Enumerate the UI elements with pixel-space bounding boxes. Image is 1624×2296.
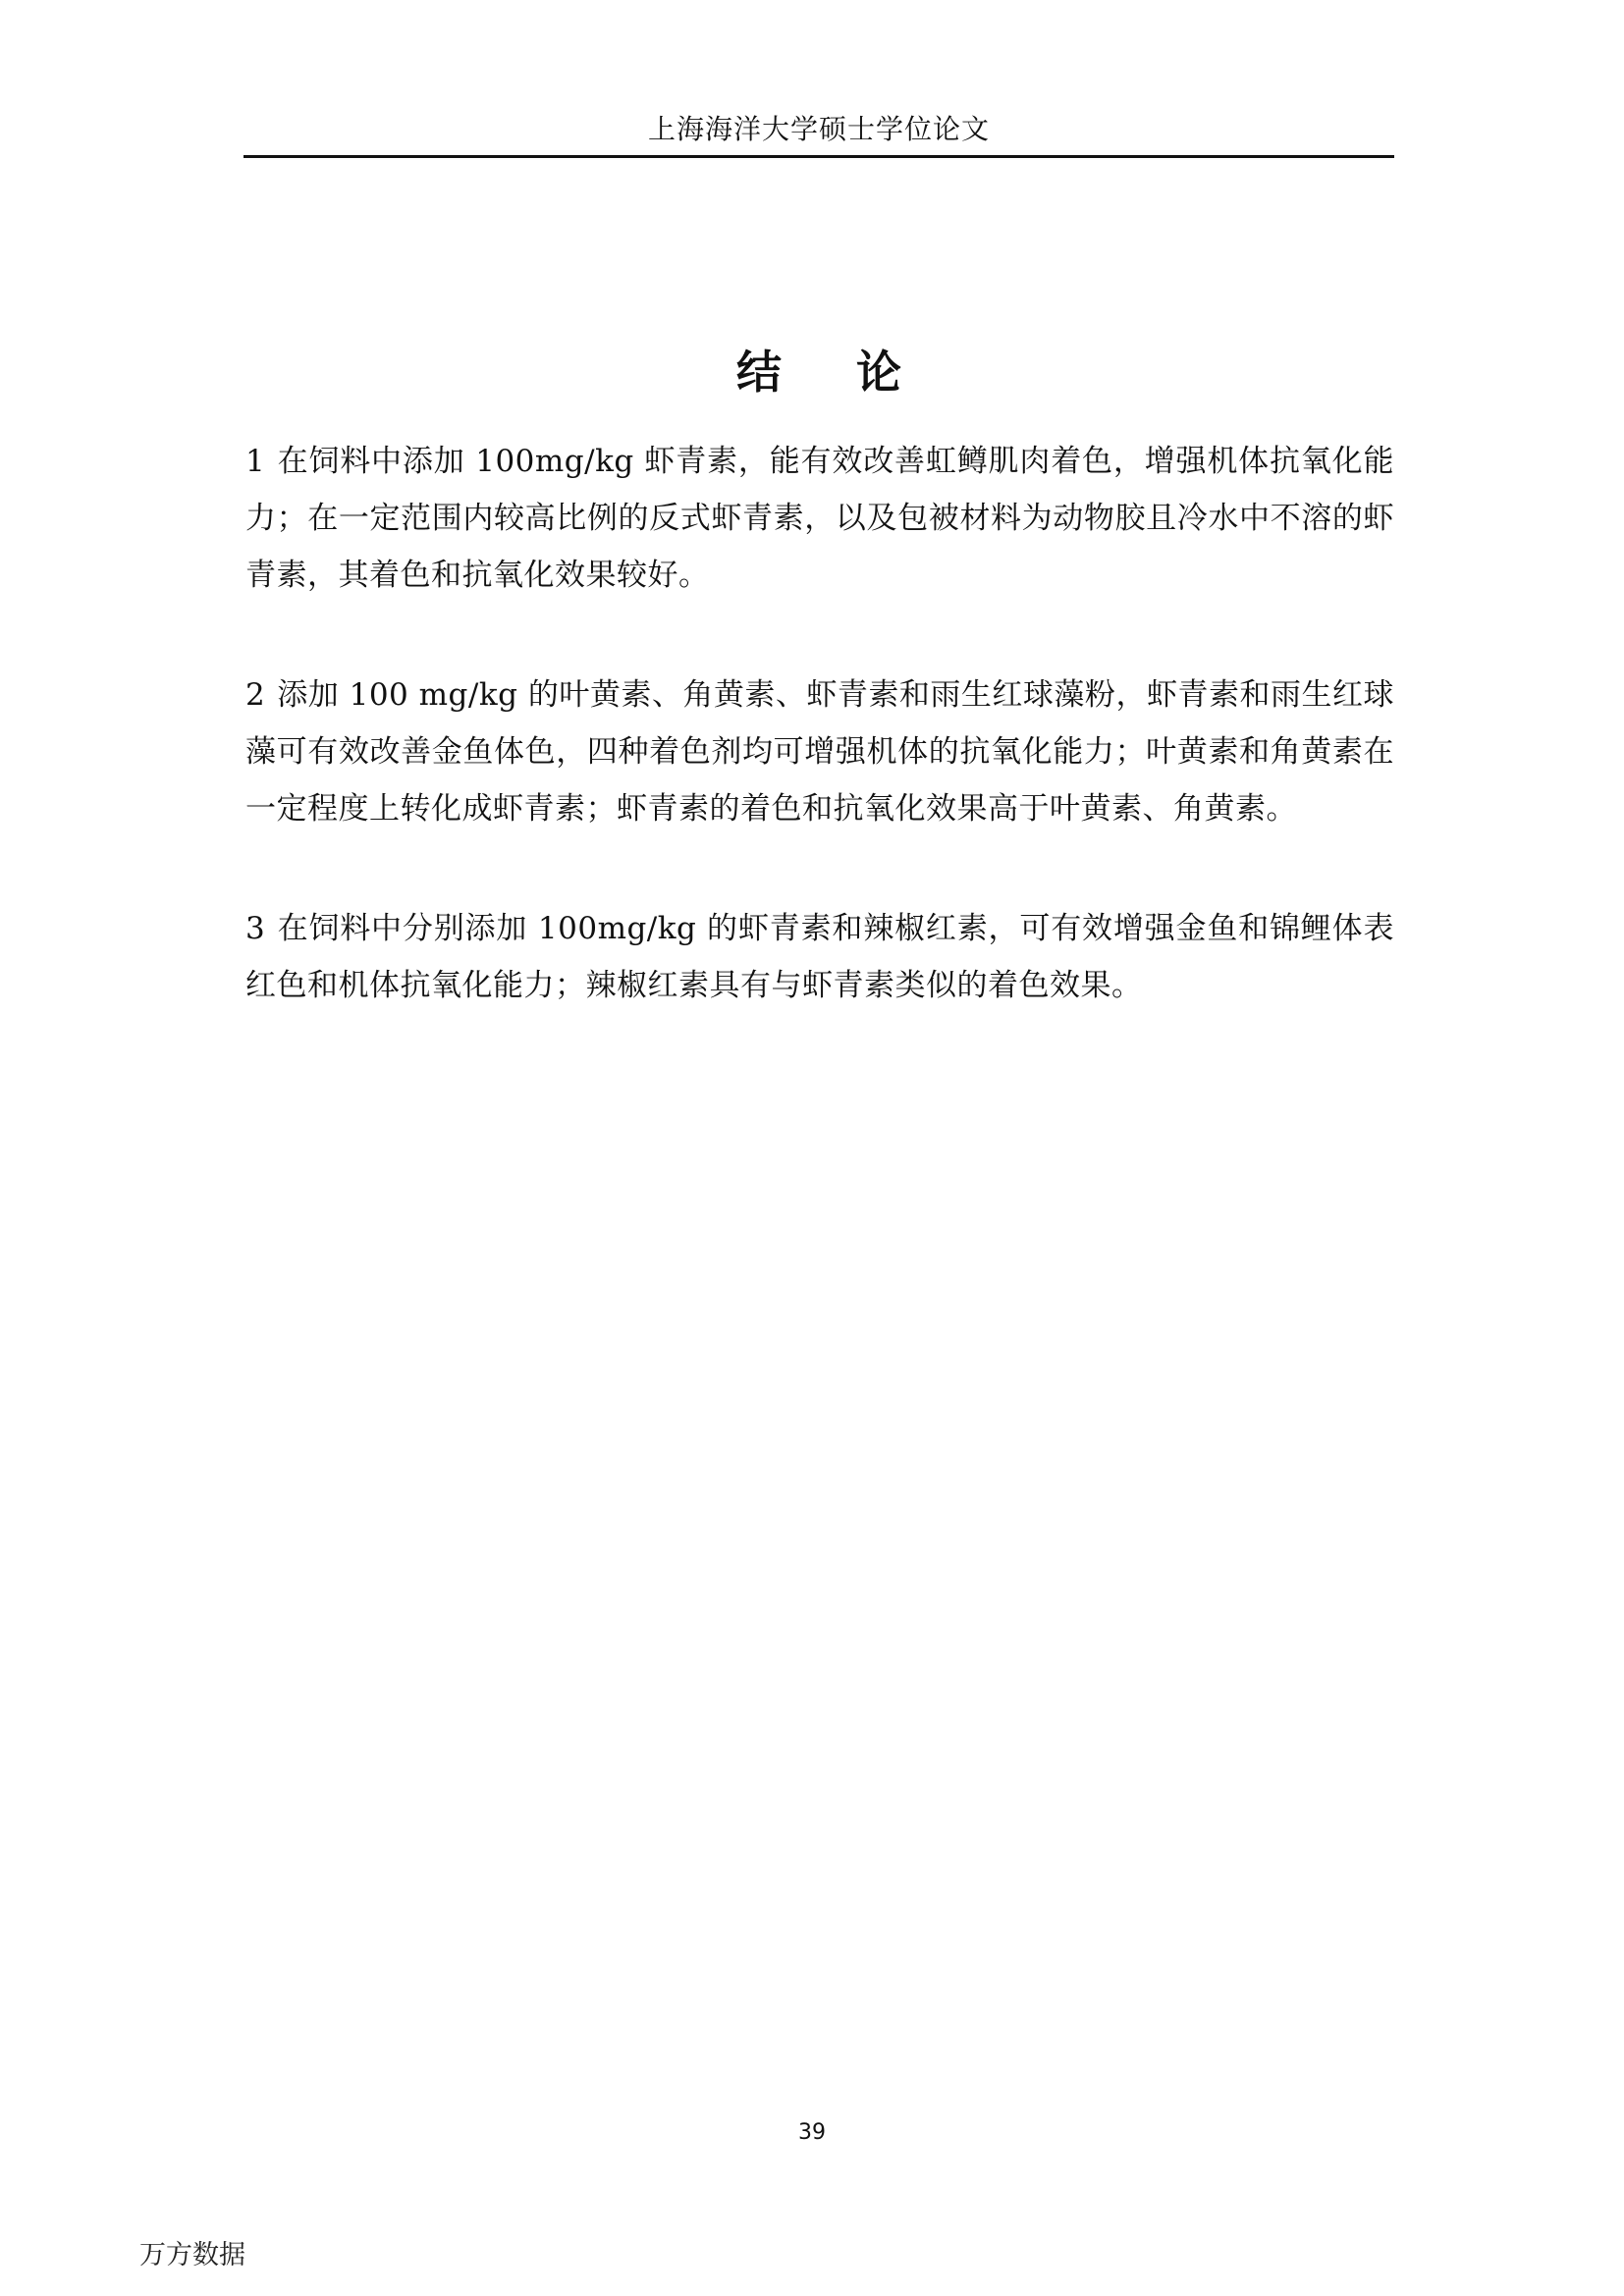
item-number: 3 <box>245 911 266 946</box>
running-header: 上海海洋大学硕士学位论文 <box>647 113 990 145</box>
chapter-title: 结 论 <box>735 345 931 399</box>
item-number: 2 <box>245 677 266 713</box>
conclusion-item-2 <box>245 667 1394 837</box>
item-text: 添加 100 mg/kg 的叶黄素、角黄素、虾青素和雨生红球藻粉，虾青素和雨生红球藻可有效改善金鱼体色，四种着色剂均可增强机体的抗氧化能力；叶黄素和角黄素在一定程度上转化成虾青素；虾青素的着色和抗氧化效果高于叶黄素、角黄素。 <box>245 677 1394 827</box>
source-watermark: 万方数据 <box>139 2240 245 2270</box>
item-number: 1 <box>245 444 266 479</box>
conclusion-item-3 <box>245 900 1394 1014</box>
item-text: 在饲料中添加 100mg/kg 虾青素，能有效改善虹鳟肌肉着色，增强机体抗氧化能力；在一定范围内较高比例的反式虾青素，以及包被材料为动物胶且冷水中不溶的虾青素，其着色和抗氧化效果较好。 <box>245 444 1394 593</box>
page-number: 39 <box>798 2120 826 2145</box>
item-text: 在饲料中分别添加 100mg/kg 的虾青素和辣椒红素，可有效增强金鱼和锦鲤体表红色和机体抗氧化能力；辣椒红素具有与虾青素类似的着色效果。 <box>245 911 1394 1003</box>
conclusion-item-1 <box>245 433 1394 604</box>
conclusion-body <box>245 433 1394 1077</box>
header-rule <box>244 155 1394 158</box>
